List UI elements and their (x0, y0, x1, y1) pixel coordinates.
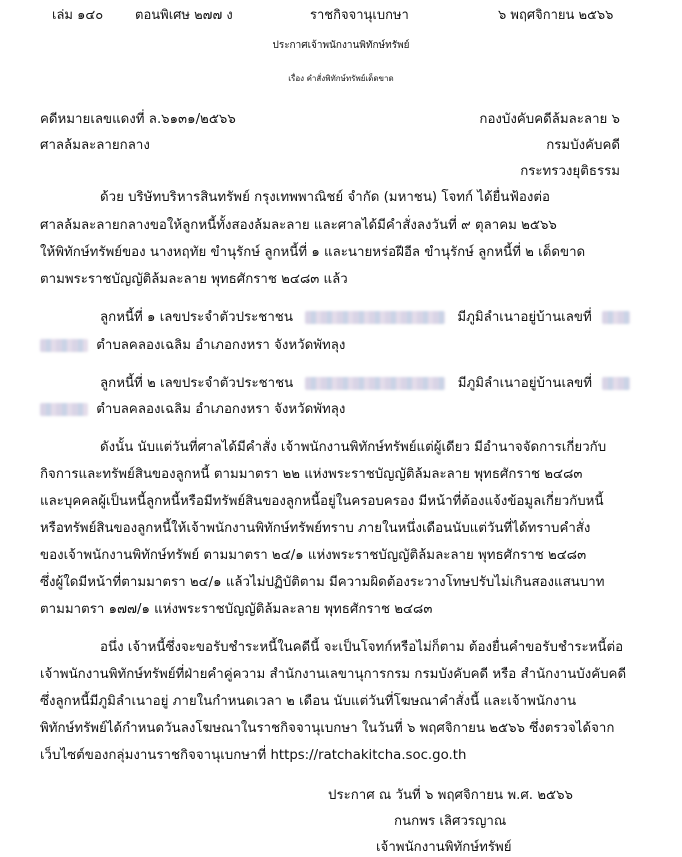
claims-line: พิทักษ์ทรัพย์ได้กำหนดวันลงโฆษณาในราชกิจจานุเบกษา ในวันที่ ๖ พฤศจิกายน ๒๕๖๖ ซึ่งตรวจได้จาก (40, 721, 615, 736)
court-name: ศาลล้มละลายกลาง (40, 138, 150, 153)
section-number: ตอนพิเศษ ๒๗๗ ง (135, 8, 233, 23)
debtor-1-id-label: ลูกหนี้ที่ ๑ เลขประจำตัวประชาชน (100, 310, 293, 325)
claims-line: เว็บไซต์ของกลุ่มงานราชกิจจานุเบกษาที่ https://ratchakitcha.soc.go.th (40, 748, 467, 763)
intro-line: ด้วย บริษัทบริหารสินทรัพย์ กรุงเทพพาณิชย์ จำกัด (มหาชน) โจทก์ ได้ยื่นฟ้องต่อ (100, 190, 551, 205)
redacted-id-number (305, 311, 445, 324)
authority-line: กิจการและทรัพย์สินของลูกหนี้ ตามมาตรา ๒๒ แห่งพระราชบัญญัติล้มละลาย พุทธศักราช ๒๔๘๓ (40, 467, 583, 482)
case-red-number: คดีหมายเลขแดงที่ ล.๖๑๓๑/๒๕๖๖ (40, 112, 236, 127)
debtor-1-address: ตำบลคลองเฉลิม อำเภอกงหรา จังหวัดพัทลุง (96, 338, 346, 353)
redacted-house-number (602, 311, 630, 324)
signatory-name: กนกพร เลิศวรญาณ (394, 814, 507, 829)
authority-line: และบุคคลผู้เป็นหนี้ลูกหนี้หรือมีทรัพย์สินของลูกหนี้อยู่ในครอบครอง มีหน้าที่ต้องแจ้งข้อมูลเกี่ยวกับหนี้ (40, 494, 604, 509)
debtor-1-address-label: มีภูมิลำเนาอยู่บ้านเลขที่ (457, 310, 592, 325)
debtor-1-line (40, 334, 345, 355)
debtor-2-address: ตำบลคลองเฉลิม อำเภอกงหรา จังหวัดพัทลุง (96, 402, 346, 417)
page-subject: เรื่อง คำสั่งพิทักษ์ทรัพย์เด็ดขาด (288, 74, 394, 83)
intro-line: ตามพระราชบัญญัติล้มละลาย พุทธศักราช ๒๔๘๓ แล้ว (40, 272, 348, 287)
debtor-2-line (40, 398, 345, 419)
authority-line: หรือทรัพย์สินของลูกหนี้ให้เจ้าพนักงานพิทักษ์ทรัพย์ทราบ ภายในหนึ่งเดือนนับแต่วันที่ได้ทราบคำสั่ง (40, 521, 591, 536)
debtor-2-address-label: มีภูมิลำเนาอยู่บ้านเลขที่ (457, 376, 593, 391)
claims-line: อนึ่ง เจ้าหนี้ซึ่งจะขอรับชำระหนี้ในคดีนี้ จะเป็นโจทก์หรือไม่ก็ตาม ต้องยื่นคำขอรับชำระหนี้ต่อ (100, 640, 624, 655)
authority-line: ซึ่งผู้ใดมีหน้าที่ตามมาตรา ๒๔/๑ แล้วไม่ปฏิบัติตาม มีความผิดต้องระวางโทษปรับไม่เกินสองแสนบาท (40, 575, 605, 590)
page-title: ประกาศเจ้าพนักงานพิทักษ์ทรัพย์ (272, 40, 410, 51)
gazette-name: ราชกิจจานุเบกษา (310, 8, 409, 23)
department-name: กรมบังคับคดี (546, 138, 620, 153)
announcement-date: ประกาศ ณ วันที่ ๖ พฤศจิกายน พ.ศ. ๒๕๖๖ (328, 788, 573, 803)
debtor-2-id-label: ลูกหนี้ที่ ๒ เลขประจำตัวประชาชน (100, 376, 294, 391)
publication-date: ๖ พฤศจิกายน ๒๕๖๖ (498, 8, 614, 23)
claims-line: ซึ่งลูกหนี้มีภูมิลำเนาอยู่ ภายในกำหนดเวลา ๒ เดือน นับแต่วันที่โฆษณาคำสั่งนี้ และเจ้าพนักงาน (40, 694, 577, 709)
intro-line: ให้พิทักษ์ทรัพย์ของ นางหฤทัย ขำนุรักษ์ ลูกหนี้ที่ ๑ และนายหร่อฝีอีล ขำนุรักษ์ ลูกหนี้ที่ ๒ เด็ดขาด (40, 245, 586, 260)
ministry-name: กระทรวงยุติธรรม (520, 164, 620, 179)
redacted-house-number (602, 377, 630, 390)
authority-line: ของเจ้าพนักงานพิทักษ์ทรัพย์ ตามมาตรา ๒๔/๑ แห่งพระราชบัญญัติล้มละลาย พุทธศักราช ๒๔๘๓ (40, 548, 587, 563)
redacted-id-number (305, 377, 445, 390)
debtor-1-line (100, 306, 630, 327)
redacted-address (40, 339, 88, 352)
division-name: กองบังคับคดีล้มละลาย ๖ (479, 112, 620, 127)
authority-line: ตามมาตรา ๑๗๗/๑ แห่งพระราชบัญญัติล้มละลาย พุทธศักราช ๒๔๘๓ (40, 602, 433, 617)
authority-line: ดังนั้น นับแต่วันที่ศาลได้มีคำสั่ง เจ้าพนักงานพิทักษ์ทรัพย์แต่ผู้เดียว มีอำนาจจัดการเกี่ยวกับ (100, 440, 607, 455)
claims-line: เจ้าพนักงานพิทักษ์ทรัพย์ที่ฝ่ายคำคู่ความ สำนักงานเลขานุการกรม กรมบังคับคดี หรือ สำนักงานบังคับคดี (40, 667, 627, 682)
intro-line: ศาลล้มละลายกลางขอให้ลูกหนี้ทั้งสองล้มละลาย และศาลได้มีคำสั่งลงวันที่ ๙ ตุลาคม ๒๕๖๖ (40, 218, 557, 233)
redacted-address (40, 403, 88, 416)
debtor-2-line (100, 372, 630, 393)
signatory-position: เจ้าพนักงานพิทักษ์ทรัพย์ (376, 840, 512, 855)
volume-number: เล่ม ๑๔๐ (52, 8, 104, 23)
